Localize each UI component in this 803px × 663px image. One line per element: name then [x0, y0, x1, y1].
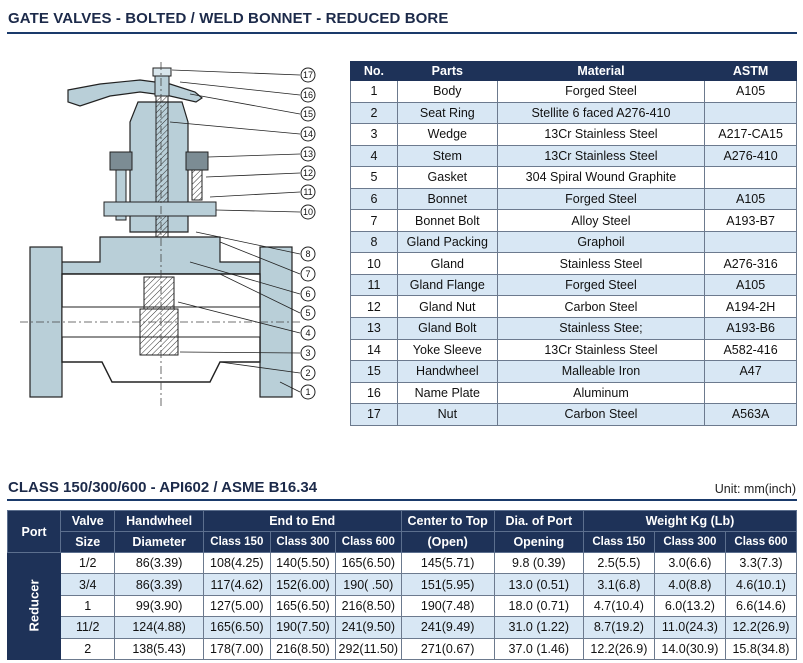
page-title: GATE VALVES - BOLTED / WELD BONNET - REDUCED BORE [8, 10, 449, 27]
svg-text:7: 7 [305, 269, 311, 279]
dims-header-row-1 [8, 511, 797, 532]
callout-11 [301, 185, 315, 199]
callout-5 [301, 306, 315, 320]
table-row: 4 Stem 13Cr Stainless Steel A276-410 [351, 145, 797, 167]
callout-7 [301, 267, 315, 281]
port-reducer-cell: Reducer [8, 553, 61, 660]
col-weight-class-300: Class 300 [654, 532, 725, 553]
svg-text:6: 6 [305, 289, 311, 299]
svg-text:16: 16 [302, 90, 314, 100]
callout-4 [301, 326, 315, 340]
col-end-to-end: End to End [203, 511, 401, 532]
page-header [7, 6, 797, 34]
parts-table-header [351, 62, 797, 81]
svg-text:2: 2 [305, 368, 311, 378]
table-row: 8 Gland Packing Graphoil [351, 231, 797, 253]
svg-text:8: 8 [305, 249, 311, 259]
dims-header-row-2 [8, 532, 797, 553]
col-parts: Parts [397, 62, 497, 81]
col-handwheel: Handwheel [115, 511, 203, 532]
svg-text:11: 11 [303, 187, 313, 197]
table-row: 2 138(5.43) 178(7.00) 216(8.50) 292(11.50) 271(0.67) 37.0 (1.46) 12.2(26.9) 14.0(30.9) 15.8(34.8) [8, 638, 797, 659]
callout-3 [301, 346, 315, 360]
col-open: (Open) [401, 532, 494, 553]
svg-text:14: 14 [302, 129, 314, 139]
dimensions-table [7, 510, 797, 660]
col-dia-of-port: Dia. of Port [494, 511, 583, 532]
svg-text:12: 12 [302, 168, 314, 178]
table-row: 12 Gland Nut Carbon Steel A194-2H [351, 296, 797, 318]
callout-13 [301, 147, 315, 161]
svg-text:17: 17 [302, 70, 314, 80]
svg-text:5: 5 [305, 308, 311, 318]
svg-text:15: 15 [302, 109, 314, 119]
col-class-600: Class 600 [336, 532, 402, 553]
table-row: Reducer 1/2 86(3.39) 108(4.25) 140(5.50) 165(6.50) 145(5.71) 9.8 (0.39) 2.5(5.5) 3.0(6.6) 3.3(7.3) [8, 553, 797, 574]
col-material: Material [497, 62, 704, 81]
col-weight-class-150: Class 150 [583, 532, 654, 553]
table-row: 1 Body Forged Steel A105 [351, 81, 797, 103]
callout-16 [301, 88, 315, 102]
table-row: 1 99(3.90) 127(5.00) 165(6.50) 216(8.50) 190(7.48) 18.0 (0.71) 4.7(10.4) 6.0(13.2) 6.6(14.6) [8, 595, 797, 616]
section-title: CLASS 150/300/600 - API602 / ASME B16.34 [8, 479, 318, 496]
table-row: 3 Wedge 13Cr Stainless Steel A217-CA15 [351, 124, 797, 146]
table-row: 10 Gland Stainless Steel A276-316 [351, 253, 797, 275]
svg-text:1: 1 [305, 387, 311, 397]
callout-15 [301, 107, 315, 121]
table-row: 13 Gland Bolt Stainless Stee; A193-B6 [351, 318, 797, 340]
table-row: 2 Seat Ring Stellite 6 faced A276-410 [351, 102, 797, 124]
table-row: 6 Bonnet Forged Steel A105 [351, 188, 797, 210]
table-row: 7 Bonnet Bolt Alloy Steel A193-B7 [351, 210, 797, 232]
col-class-300: Class 300 [270, 532, 335, 553]
col-center-to-top: Center to Top [401, 511, 494, 532]
table-row: 3/4 86(3.39) 117(4.62) 152(6.00) 190( .50) 151(5.95) 13.0 (0.51) 3.1(6.8) 4.0(8.8) 4.6(10.1) [8, 574, 797, 595]
col-port: Port [8, 511, 61, 553]
table-row: 16 Name Plate Aluminum [351, 382, 797, 404]
callout-1 [301, 385, 315, 399]
callout-12 [301, 166, 315, 180]
col-no: No. [351, 62, 398, 81]
svg-text:10: 10 [302, 207, 314, 217]
parts-table [350, 61, 797, 426]
table-row: 17 Nut Carbon Steel A563A [351, 404, 797, 426]
svg-text:3: 3 [305, 348, 311, 358]
table-row: 15 Handwheel Malleable Iron A47 [351, 361, 797, 383]
table-row: 11/2 124(4.88) 165(6.50) 190(7.50) 241(9.50) 241(9.49) 31.0 (1.22) 8.7(19.2) 11.0(24.3) 12.2(26.9) [8, 617, 797, 638]
valve-cross-section-drawing [20, 62, 330, 412]
callout-17 [301, 68, 315, 82]
svg-text:4: 4 [305, 328, 311, 338]
table-row: 11 Gland Flange Forged Steel A105 [351, 274, 797, 296]
col-weight: Weight Kg (Lb) [583, 511, 796, 532]
col-class-150: Class 150 [203, 532, 270, 553]
col-size: Size [61, 532, 115, 553]
callout-6 [301, 287, 315, 301]
callout-8 [301, 247, 315, 261]
callout-2 [301, 366, 315, 380]
dimensions-section-header [7, 475, 797, 501]
callout-14 [301, 127, 315, 141]
col-weight-class-600: Class 600 [725, 532, 796, 553]
col-opening: Opening [494, 532, 583, 553]
col-astm: ASTM [705, 62, 797, 81]
table-row: 14 Yoke Sleeve 13Cr Stainless Steel A582-416 [351, 339, 797, 361]
col-diameter: Diameter [115, 532, 203, 553]
callout-10 [301, 205, 315, 219]
svg-text:13: 13 [302, 149, 314, 159]
table-row: 5 Gasket 304 Spiral Wound Graphite [351, 167, 797, 189]
col-valve: Valve [61, 511, 115, 532]
unit-label: Unit: mm(inch) [714, 482, 796, 496]
